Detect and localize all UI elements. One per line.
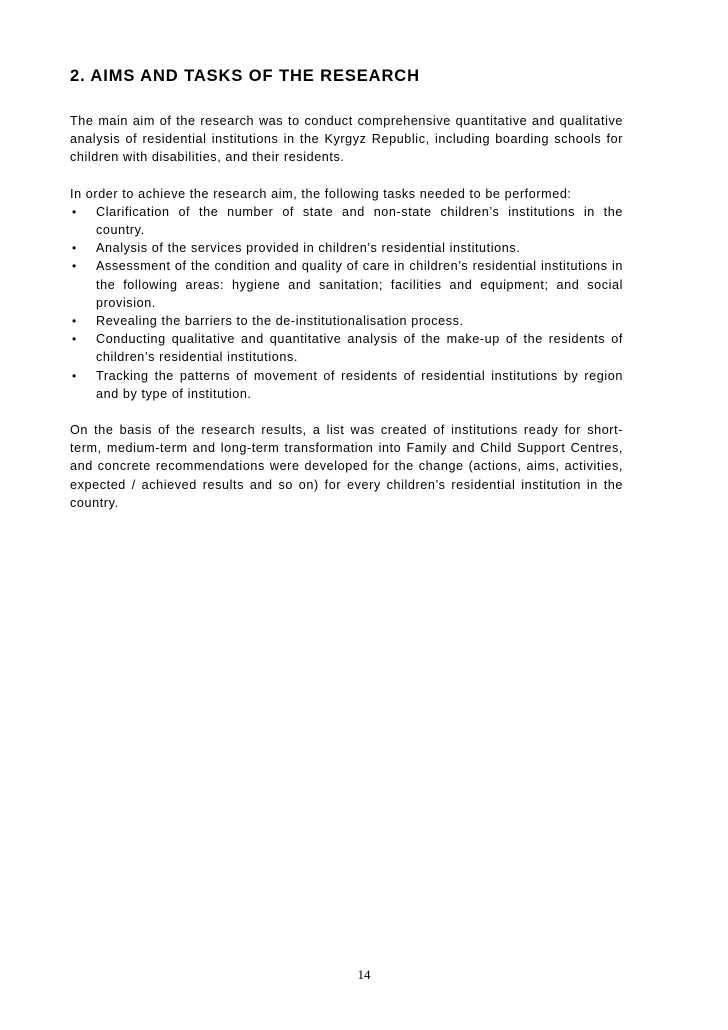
main-aim-paragraph: The main aim of the research was to conduct comprehensive quantitative and qualitative analysis of residential institutions in the Kyrgyz Republic, including boarding schools for children with disabilities, and their residents. (70, 114, 623, 165)
list-item (70, 203, 623, 239)
bullet-icon: • (72, 314, 77, 329)
tasks-intro-paragraph: In order to achieve the research aim, the following tasks needed to be performed: (70, 186, 572, 201)
bullet-icon: • (72, 204, 77, 219)
list-item (70, 367, 623, 403)
list-item-text: Revealing the barriers to the de-institutionalisation process. (96, 314, 464, 329)
task-list (70, 203, 623, 403)
bullet-icon: • (72, 259, 77, 274)
list-item (70, 330, 623, 366)
results-paragraph: On the basis of the research results, a list was created of institutions ready for short-term, medium-term and long-term transformation into Family and Child Support Centres, and concrete recommendations were developed for the change (actions, aims, activities, expected / achieved results and so on) for every children’s residential institution in the country. (70, 423, 623, 510)
bullet-icon: • (72, 332, 77, 347)
list-item-text: Conducting qualitative and quantitative analysis of the make-up of the residents of children’s residential institutions. (96, 332, 623, 365)
list-item-text: Tracking the patterns of movement of residents of residential institutions by region and by type of institution. (96, 368, 623, 401)
list-item (70, 257, 623, 312)
list-item-text: Assessment of the condition and quality of care in children’s residential institutions in the following areas: hygiene and sanitation; facilities and equipment; and social provision. (96, 259, 623, 310)
list-item (70, 239, 623, 257)
bullet-icon: • (72, 241, 77, 256)
section-heading: 2. AIMS AND TASKS OF THE RESEARCH (70, 67, 420, 85)
page-content (70, 66, 623, 530)
list-item-text: Clarification of the number of state and non-state children’s institutions in the country. (96, 204, 623, 238)
list-item-text: Analysis of the services provided in children’s residential institutions. (96, 241, 521, 256)
bullet-icon: • (72, 368, 77, 383)
list-item (70, 312, 623, 330)
page-number: 14 (357, 967, 371, 982)
